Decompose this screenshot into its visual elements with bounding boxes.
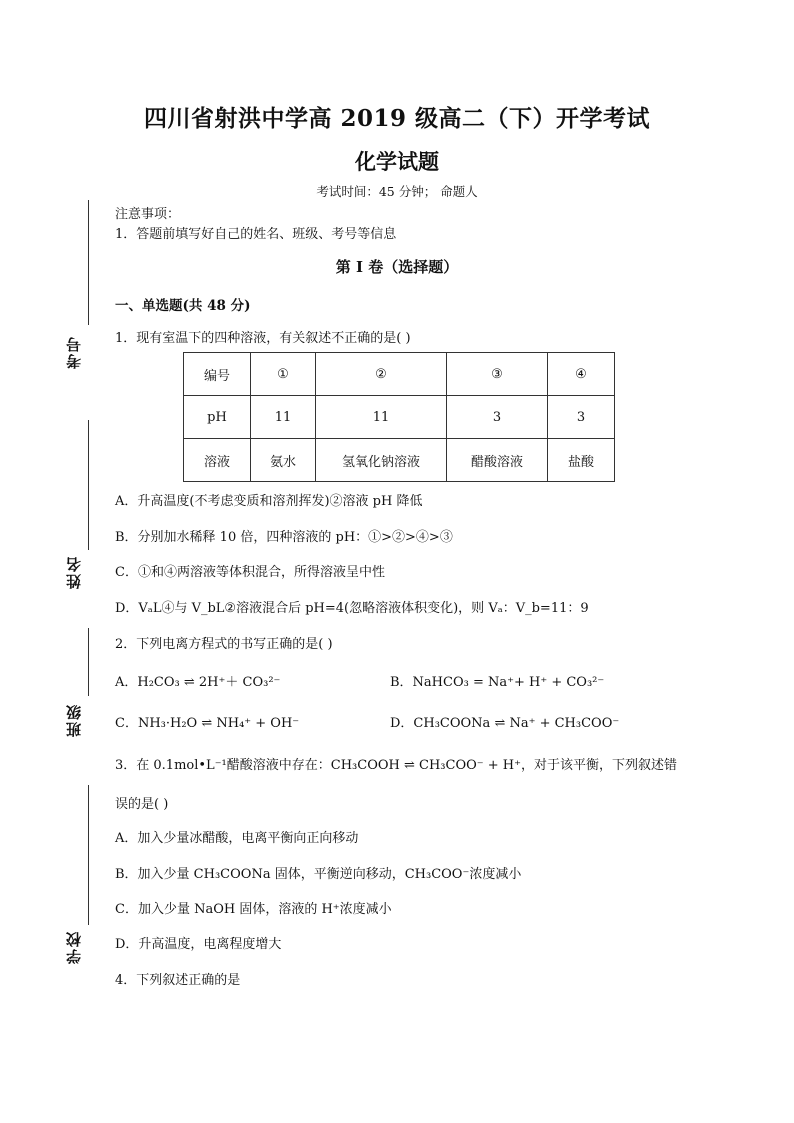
side-label-name: 姓名 (65, 555, 83, 589)
table-row (184, 353, 615, 396)
binding-line (88, 785, 89, 925)
table-cell: 盐酸 (548, 439, 615, 482)
binding-line (88, 200, 89, 325)
q2-option-c: C．NH₃·H₂O ⇌ NH₄⁺ + OH⁻ (115, 716, 300, 731)
table-row (184, 396, 615, 439)
table-cell: 编号 (184, 353, 251, 396)
table-cell: ① (251, 353, 316, 396)
notes-heading: 注意事项： (115, 207, 181, 222)
part-title: 一、单选题(共 48 分) (115, 298, 251, 314)
section-title: 第 I 卷（选择题） (335, 258, 459, 276)
notes-item-1: 1．答题前填写好自己的姓名、班级、考号等信息 (115, 227, 397, 242)
table-cell: 3 (447, 396, 548, 439)
solution-table (183, 352, 615, 482)
q1-option-d: D．VₐL④与 V_bL②溶液混合后 pH=4(忽略溶液体积变化)，则 Vₐ：V_b=11：9 (115, 601, 589, 616)
binding-line (88, 420, 89, 550)
table-cell: ④ (548, 353, 615, 396)
q3-option-a: A．加入少量冰醋酸，电离平衡向正向移动 (115, 831, 359, 846)
table-cell: pH (184, 396, 251, 439)
q1-stem: 1．现有室温下的四种溶液，有关叙述不正确的是( ) (115, 331, 411, 346)
q1-option-c: C．①和④两溶液等体积混合，所得溶液呈中性 (115, 565, 385, 580)
q2-option-b: B．NaHCO₃ = Na⁺+ H⁺ + CO₃²⁻ (390, 675, 605, 690)
table-cell: ② (316, 353, 447, 396)
side-label-school: 学校 (65, 930, 83, 964)
table-cell: 11 (316, 396, 447, 439)
q3-stem-line-1: 3．在 0.1mol•L⁻¹醋酸溶液中存在：CH₃COOH ⇌ CH₃COO⁻ + H⁺，对于该平衡，下列叙述错 (115, 758, 677, 773)
q1-option-b: B．分别加水稀释 10 倍，四种溶液的 pH：①>②>④>③ (115, 530, 453, 545)
table-cell: 溶液 (184, 439, 251, 482)
table-row (184, 439, 615, 482)
q3-option-d: D．升高温度，电离程度增大 (115, 937, 282, 952)
q4-stem: 4．下列叙述正确的是 (115, 973, 241, 988)
table-cell: ③ (447, 353, 548, 396)
table-cell: 3 (548, 396, 615, 439)
exam-info: 考试时间：45 分钟； 命题人 (316, 184, 478, 199)
q2-option-d: D．CH₃COONa ⇌ Na⁺ + CH₃COO⁻ (390, 716, 620, 731)
q1-option-a: A．升高温度(不考虑变质和溶剂挥发)②溶液 pH 降低 (115, 494, 423, 509)
table-cell: 氢氧化钠溶液 (316, 439, 447, 482)
binding-line (88, 628, 89, 696)
q2-option-a: A．H₂CO₃ ⇌ 2H⁺＋ CO₃²⁻ (115, 675, 281, 690)
page-title: 四川省射洪中学高 2019 级高二（下）开学考试 (143, 105, 651, 132)
table-cell: 11 (251, 396, 316, 439)
page-subtitle: 化学试题 (355, 149, 439, 174)
table-cell: 醋酸溶液 (447, 439, 548, 482)
table-cell: 氨水 (251, 439, 316, 482)
side-label-exam-no: 考号 (65, 335, 83, 369)
q3-stem-line-2: 误的是( ) (115, 797, 169, 812)
q2-stem: 2．下列电离方程式的书写正确的是( ) (115, 637, 333, 652)
side-label-class: 班级 (65, 703, 83, 737)
q3-option-c: C．加入少量 NaOH 固体，溶液的 H⁺浓度减小 (115, 902, 392, 917)
q3-option-b: B．加入少量 CH₃COONa 固体，平衡逆向移动，CH₃COO⁻浓度减小 (115, 867, 522, 882)
